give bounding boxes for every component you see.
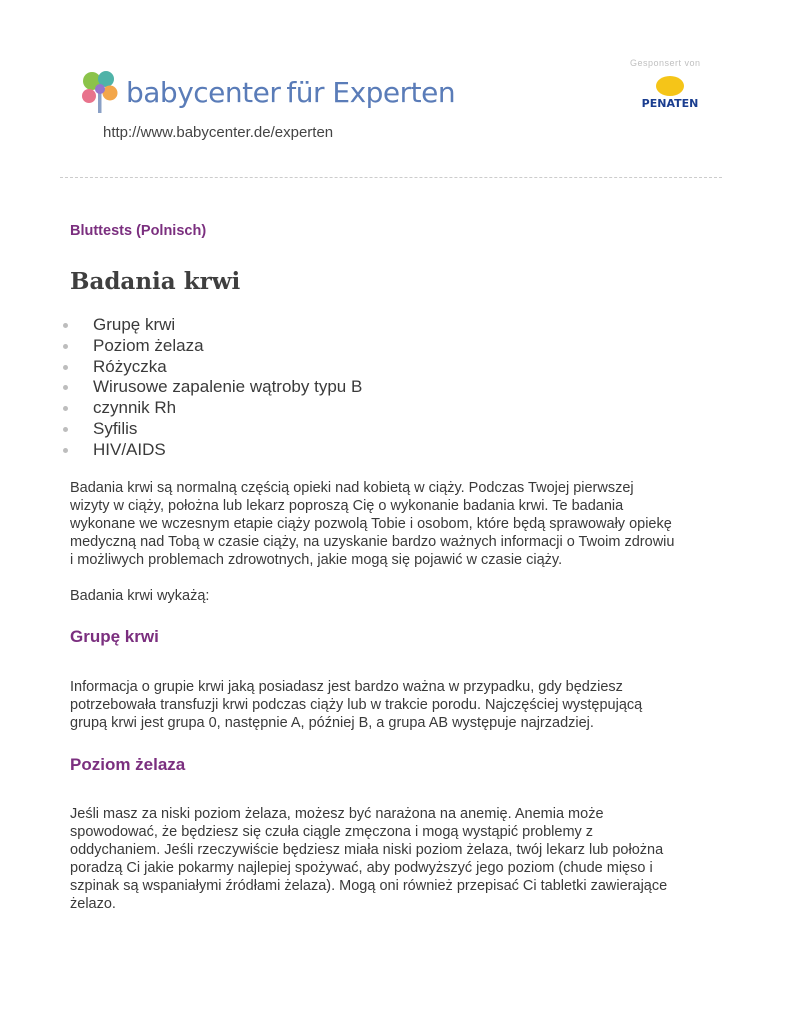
text-line: i możliwych problemach zdrowotnych, jakie mogą się pojawić w czasie ciąży. bbox=[70, 552, 563, 568]
section-heading-blood-group: Grupę krwi bbox=[70, 627, 159, 646]
text-line: grupą krwi jest grupa 0, następnie A, później B, a grupa AB występuje najrzadziej. bbox=[70, 715, 594, 731]
logo-wordmark bbox=[126, 76, 455, 109]
sponsor-label: Gesponsert von bbox=[630, 58, 701, 68]
section-heading-iron-level: Poziom żelaza bbox=[70, 755, 186, 774]
text-line: Jeśli masz za niski poziom żelaza, możesz być narażona na anemię. Anemia może bbox=[70, 806, 604, 822]
tests-list bbox=[60, 315, 362, 461]
sponsor-name: PENATEN bbox=[641, 97, 699, 110]
text-line: Badania krwi są normalną częścią opieki nad kobietą w ciąży. Podczas Twojej pierwszej bbox=[70, 480, 634, 496]
page-title: Badania krwi bbox=[70, 268, 241, 295]
list-item: Grupę krwi bbox=[60, 315, 362, 336]
text-line: wykonane we wczesnym etapie ciąży pozwolą Tobie i osobom, które będą sprawowały opiekę bbox=[70, 516, 672, 532]
text-line: żelazo. bbox=[70, 896, 116, 912]
text-line: poradzą Ci jakie pokarmy najlepiej spożywać, aby podwyższyć jego poziom (chude mięso i bbox=[70, 860, 653, 876]
text-line: spowodować, że będziesz się czuła ciągle zmęczona i mogą wystąpić problemy z bbox=[70, 824, 594, 840]
list-item: Syfilis bbox=[60, 419, 362, 440]
blood-group-paragraph bbox=[70, 678, 730, 732]
article-category: Bluttests (Polnisch) bbox=[70, 223, 207, 239]
list-item: Poziom żelaza bbox=[60, 336, 362, 357]
logo-suffix: für Experten bbox=[286, 75, 456, 109]
logo-brand: babycenter bbox=[126, 75, 281, 109]
tree-logo-icon bbox=[80, 69, 120, 115]
site-url[interactable]: http://www.babycenter.de/experten bbox=[103, 124, 334, 141]
text-line: potrzebowała transfuzji krwi podczas ciąży lub w trakcie porodu. Najczęściej występującą bbox=[70, 697, 643, 713]
iron-level-paragraph bbox=[70, 805, 730, 913]
text-line: medyczną nad Tobą w czasie ciąży, na uzyskanie bardzo ważnych informacji o Twoim zdrowiu bbox=[70, 534, 675, 550]
list-item: Wirusowe zapalenie wątroby typu B bbox=[60, 377, 362, 398]
list-item: HIV/AIDS bbox=[60, 440, 362, 461]
header-divider bbox=[60, 177, 722, 178]
intro-paragraph bbox=[70, 479, 730, 569]
list-item: czynnik Rh bbox=[60, 398, 362, 419]
penaten-logo[interactable] bbox=[640, 74, 700, 112]
list-item: Różyczka bbox=[60, 357, 362, 378]
text-line: szpinak są wspaniałymi źródłami żelaza). Mogą oni również przepisać Ci tabletki zawierające bbox=[70, 878, 668, 894]
lead-paragraph: Badania krwi wykażą: bbox=[70, 588, 210, 604]
text-line: Informacja o grupie krwi jaką posiadasz jest bardzo ważna w przypadku, gdy będziesz bbox=[70, 679, 623, 695]
babycenter-logo[interactable] bbox=[80, 66, 456, 118]
text-line: wizyty w ciąży, położna lub lekarz poproszą Cię o wykonanie badania krwi. Te badania bbox=[70, 498, 624, 514]
text-line: oddychaniem. Jeśli rzeczywiście będziesz miała niski poziom żelaza, twój lekarz lub położna bbox=[70, 842, 664, 858]
